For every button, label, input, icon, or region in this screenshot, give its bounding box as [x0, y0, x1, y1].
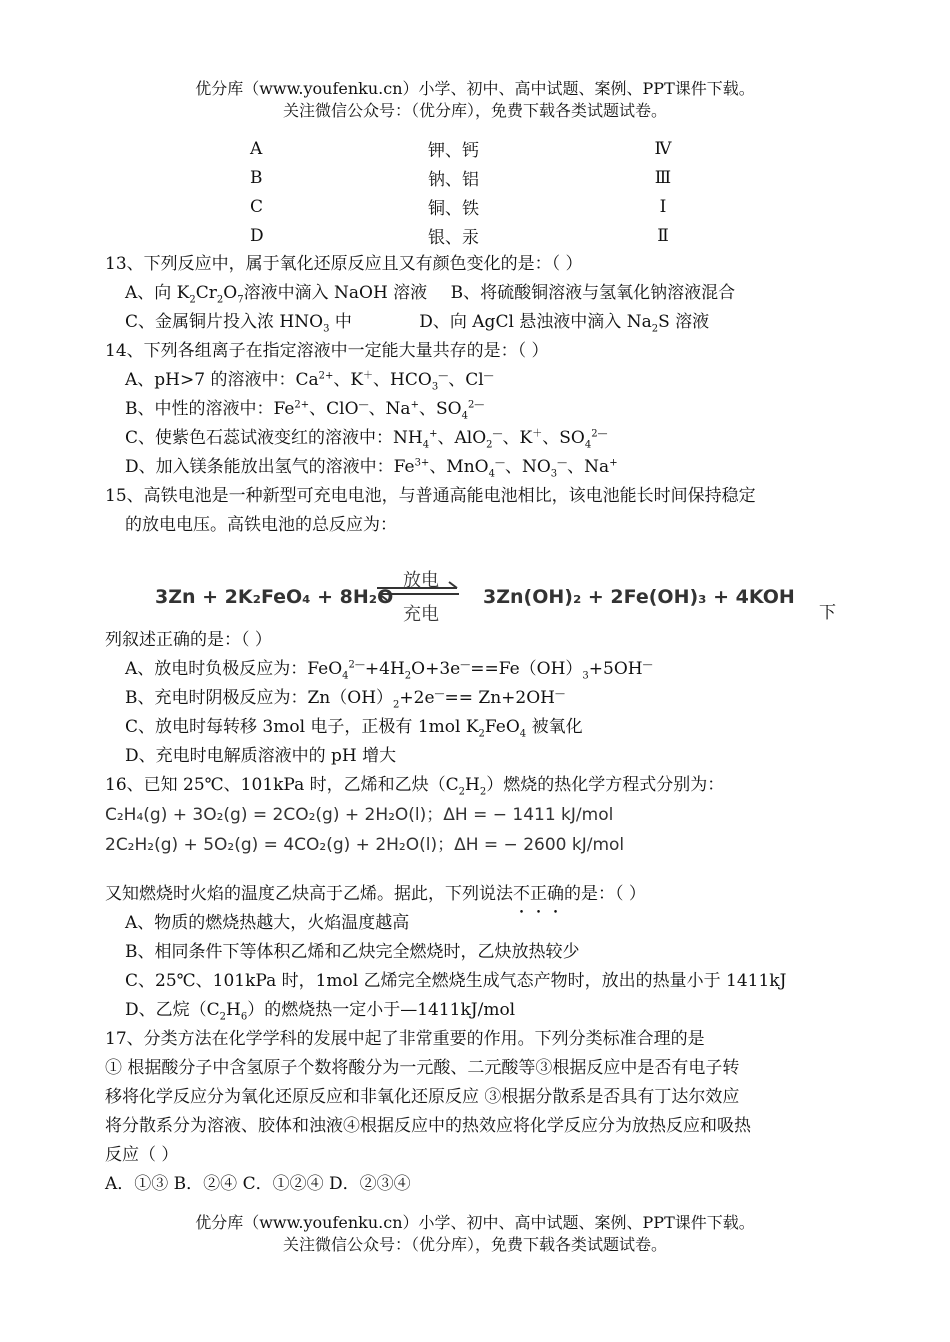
q14-option-a: A、pH>7 的溶液中：$Ca^{2+}$、K＋、$HCO_3^—$、Cl—	[125, 370, 494, 393]
q15-option-c: C、放电时每转移 3mol 电子，正极有 1mol $K_2FeO_4$ 被氧化	[125, 717, 583, 740]
option-numeral: Ⅲ	[654, 167, 672, 188]
option-letter: A	[250, 138, 263, 159]
q15-option-d: D、充电时电解质溶液中的 pH 增大	[125, 746, 397, 766]
q15-option-a: A、放电时负极反应为：$FeO_4^{2—}+4H_2O+3e^—==Fe(OH)_3+5OH^—$	[125, 659, 653, 682]
option-metals: 银、汞	[428, 228, 479, 248]
q17-stem: 17、分类方法在化学学科的发展中起了非常重要的作用。下列分类标准合理的是	[105, 1029, 705, 1049]
option-table	[250, 134, 693, 250]
equation-right: 3Zn(OH)₂ + 2Fe(OH)₃ + 4KOH	[483, 586, 795, 608]
table-row	[250, 192, 693, 221]
option-letter: B	[250, 167, 263, 188]
q15-equation	[105, 546, 845, 626]
q13-options-ab: A、向 $K_2Cr_2O_7$溶液中滴入 NaOH 溶液 B、将硫酸铜溶液与氢氧化钠溶液混合	[125, 283, 736, 306]
q13-option-b: B、将硫酸铜溶液与氢氧化钠溶液混合	[450, 283, 736, 303]
q17-choices: A．①③ B．②④ C．①②④ D．②③④	[105, 1174, 411, 1194]
equation-tail-text: 下	[819, 603, 836, 623]
page-header	[0, 78, 950, 122]
q16-equation-2: 2C₂H₂(g) + 5O₂(g) = 4CO₂(g) + 2H₂O(l)；ΔH = − 2600 kJ/mol	[105, 835, 625, 855]
q16-cont: 又知燃烧时火焰的温度乙炔高于乙烯。据此，下列说法不正确的是：（ ）	[105, 884, 646, 904]
q16-option-d: D、乙烷$(C_2H_6)$的燃烧热一定小于—1411kJ/mol	[125, 1000, 516, 1023]
q17-body-1: ① 根据酸分子中含氢原子个数将酸分为一元酸、二元酸等③根据反应中是否有电子转	[105, 1058, 740, 1078]
header-line-1: 优分库（www.youfenku.cn）小学、初中、高中试题、案例、PPT课件下载。	[195, 79, 755, 98]
q15-stem-2: 的放电电压。高铁电池的总反应为：	[125, 515, 397, 535]
option-numeral: Ⅱ	[657, 225, 669, 246]
option-numeral: Ⅰ	[659, 196, 667, 217]
q14-option-b: B、中性的溶液中：$Fe^{2+}$、ClO—、Na+、$SO_4^{2—}$	[125, 399, 485, 422]
option-metals: 钾、钙	[428, 141, 479, 161]
option-metals: 铜、铁	[428, 199, 479, 219]
footer-line-2: 关注微信公众号：（优分库），免费下载各类试题试卷。	[282, 1235, 667, 1254]
q16-option-a: A、物质的燃烧热越大，火焰温度越高	[125, 913, 410, 933]
footer-line-1: 优分库（www.youfenku.cn）小学、初中、高中试题、案例、PPT课件下载。	[195, 1213, 755, 1232]
option-numeral: Ⅳ	[654, 138, 672, 159]
q14-option-d: D、加入镁条能放出氢气的溶液中：$Fe^{3+}$、MnO$_4$—、$NO_3^—$、Na+	[125, 457, 618, 480]
option-letter: D	[250, 225, 264, 246]
option-letter: C	[250, 196, 264, 217]
q17-body-2: 移将化学反应分为氧化还原反应和非氧化还原反应 ③根据分散系是否具有丁达尔效应	[105, 1087, 740, 1107]
equation-label-discharge: 放电	[403, 570, 439, 591]
equation-left: 3Zn + 2K₂FeO₄ + 8H₂O	[155, 586, 394, 608]
q17-body-3: 将分散系分为溶液、胶体和浊液④根据反应中的热效应将化学反应分为放热反应和吸热	[105, 1116, 751, 1136]
exam-content	[105, 134, 845, 1199]
q15-cont: 列叙述正确的是：（ ）	[105, 630, 272, 650]
q14-option-c: C、使紫色石蕊试液变红的溶液中：$NH_4^+$、AlO$_2$—、K＋、$SO_4^{2—}$	[125, 428, 608, 451]
page-footer	[0, 1212, 950, 1256]
q16-option-b: B、相同条件下等体积乙烯和乙炔完全燃烧时，乙炔放热较少	[125, 942, 580, 962]
table-row	[250, 163, 693, 192]
q16-stem: 16、已知 25℃、101kPa 时，乙烯和乙炔$(C_2H_2)$燃烧的热化学方程式分别为：	[105, 775, 725, 798]
equation-label-charge: 充电	[403, 604, 439, 625]
q13-options-cd: C、金属铜片投入浓 $HNO_3$ 中 D、向 AgCl 悬浊液中滴入 $Na_2S$ 溶液	[125, 312, 710, 335]
q15-option-b: B、充电时阴极反应为：$Zn(OH)_2+2e^—== Zn+2OH^—$	[125, 688, 565, 711]
q16-equation-1: C₂H₄(g) + 3O₂(g) = 2CO₂(g) + 2H₂O(l)；ΔH = − 1411 kJ/mol	[105, 805, 614, 825]
q15-stem-1: 15、高铁电池是一种新型可充电电池，与普通高能电池相比，该电池能长时间保持稳定	[105, 486, 756, 506]
table-row	[250, 134, 693, 163]
q13-stem: 13、下列反应中，属于氧化还原反应且又有颜色变化的是：（ ）	[105, 254, 583, 274]
option-metals: 钠、铝	[428, 170, 479, 190]
header-line-2: 关注微信公众号：（优分库），免费下载各类试题试卷。	[282, 101, 667, 120]
table-row	[250, 221, 693, 250]
q16-option-c: C、25℃、101kPa 时，1mol 乙烯完全燃烧生成气态产物时，放出的热量小于 1411kJ	[125, 971, 787, 991]
q17-body-4: 反应（ ）	[105, 1145, 179, 1165]
q14-stem: 14、下列各组离子在指定溶液中一定能大量共存的是：（ ）	[105, 341, 549, 361]
